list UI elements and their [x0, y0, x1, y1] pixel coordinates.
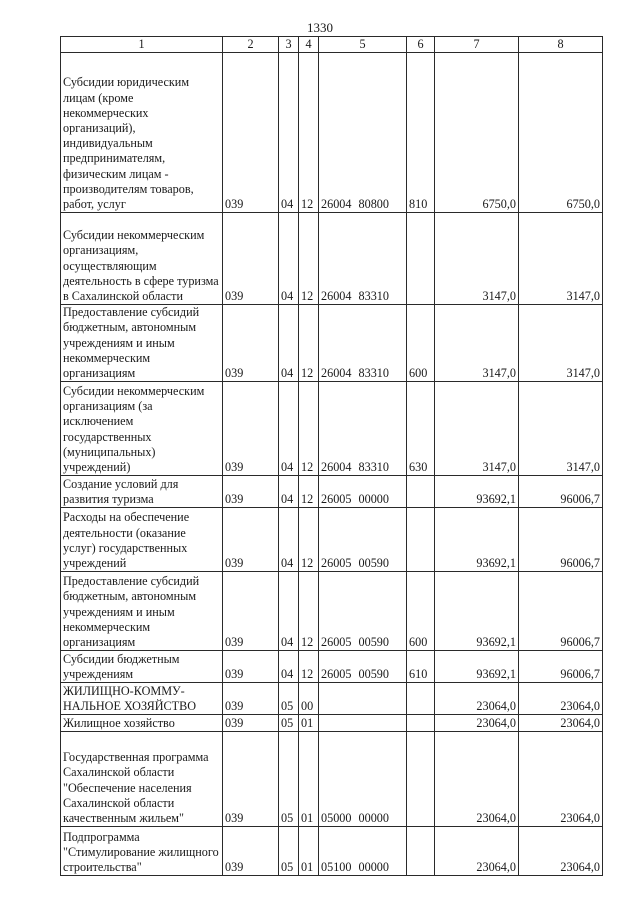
row-pr: 12 [299, 508, 319, 572]
row-ved: 039 [223, 827, 279, 876]
row-vr: 630 [407, 382, 435, 476]
row-pr: 01 [299, 827, 319, 876]
row-sum1: 3147,0 [435, 382, 519, 476]
row-rz: 04 [279, 213, 299, 305]
table-row [61, 572, 603, 651]
row-rz: 05 [279, 732, 299, 827]
row-vr [407, 683, 435, 715]
table-row [61, 53, 603, 213]
row-ved: 039 [223, 508, 279, 572]
row-pr: 12 [299, 572, 319, 651]
table-row [61, 715, 603, 732]
row-sum2: 96006,7 [519, 572, 603, 651]
row-pr: 12 [299, 476, 319, 508]
row-name: Субсидии юридическим лицам (кроме некоммерческих организаций), индивидуальным предпринимателям, физическим лицам - производителям товаров, работ, услуг [61, 53, 223, 213]
row-sum1: 23064,0 [435, 732, 519, 827]
header-row [61, 37, 603, 53]
row-name: Субсидии бюджетным учреждениям [61, 651, 223, 683]
row-sum1: 23064,0 [435, 827, 519, 876]
row-rz: 05 [279, 715, 299, 732]
row-vr [407, 508, 435, 572]
row-sum2: 23064,0 [519, 683, 603, 715]
row-vr: 600 [407, 572, 435, 651]
row-sum2: 96006,7 [519, 651, 603, 683]
budget-table [60, 36, 603, 876]
row-vr [407, 715, 435, 732]
row-sum1: 3147,0 [435, 305, 519, 382]
row-vr: 810 [407, 53, 435, 213]
row-pr: 12 [299, 305, 319, 382]
table-row [61, 683, 603, 715]
table-row [61, 213, 603, 305]
table-row [61, 651, 603, 683]
row-csr [319, 683, 407, 715]
row-sum1: 93692,1 [435, 476, 519, 508]
row-sum2: 23064,0 [519, 732, 603, 827]
row-name: Расходы на обеспечение деятельности (оказание услуг) государственных учреждений [61, 508, 223, 572]
row-csr: 26004 83310 [319, 305, 407, 382]
row-pr: 00 [299, 683, 319, 715]
row-ved: 039 [223, 683, 279, 715]
row-pr: 12 [299, 651, 319, 683]
header-cell-2: 2 [223, 37, 279, 53]
row-ved: 039 [223, 651, 279, 683]
row-sum2: 3147,0 [519, 305, 603, 382]
row-sum1: 93692,1 [435, 508, 519, 572]
row-rz: 04 [279, 572, 299, 651]
table-row [61, 382, 603, 476]
row-name: Предоставление субсидий бюджетным, автономным учреждениям и иным некоммерческим организациям [61, 572, 223, 651]
table-row [61, 476, 603, 508]
row-csr [319, 715, 407, 732]
header-cell-6: 6 [407, 37, 435, 53]
row-sum1: 93692,1 [435, 572, 519, 651]
row-rz: 04 [279, 651, 299, 683]
row-sum2: 96006,7 [519, 508, 603, 572]
row-sum2: 3147,0 [519, 382, 603, 476]
header-cell-7: 7 [435, 37, 519, 53]
row-csr: 26005 00590 [319, 508, 407, 572]
row-ved: 039 [223, 305, 279, 382]
table-row [61, 827, 603, 876]
row-sum2: 96006,7 [519, 476, 603, 508]
row-vr [407, 213, 435, 305]
row-rz: 04 [279, 508, 299, 572]
row-name: Создание условий для развития туризма [61, 476, 223, 508]
row-sum2: 3147,0 [519, 213, 603, 305]
row-sum1: 23064,0 [435, 683, 519, 715]
header-cell-1: 1 [61, 37, 223, 53]
row-sum1: 93692,1 [435, 651, 519, 683]
row-ved: 039 [223, 53, 279, 213]
header-cell-8: 8 [519, 37, 603, 53]
row-sum2: 6750,0 [519, 53, 603, 213]
row-csr: 05000 00000 [319, 732, 407, 827]
row-rz: 05 [279, 827, 299, 876]
row-csr: 26005 00000 [319, 476, 407, 508]
row-name: Подпрограмма "Стимулирование жилищного строительства" [61, 827, 223, 876]
row-pr: 01 [299, 715, 319, 732]
row-ved: 039 [223, 382, 279, 476]
row-name: Субсидии некоммерческим организациям (за исключением государственных (муниципальных) учреждений) [61, 382, 223, 476]
row-csr: 05100 00000 [319, 827, 407, 876]
row-pr: 12 [299, 53, 319, 213]
row-ved: 039 [223, 732, 279, 827]
header-cell-3: 3 [279, 37, 299, 53]
row-sum2: 23064,0 [519, 715, 603, 732]
row-vr: 610 [407, 651, 435, 683]
row-pr: 12 [299, 382, 319, 476]
row-csr: 26004 83310 [319, 213, 407, 305]
row-name: Субсидии некоммерческим организациям, осуществляющим деятельность в сфере туризма в Сахалинской области [61, 213, 223, 305]
row-rz: 04 [279, 382, 299, 476]
page-number: 1330 [307, 20, 333, 35]
row-rz: 04 [279, 53, 299, 213]
row-sum2: 23064,0 [519, 827, 603, 876]
header-cell-5: 5 [319, 37, 407, 53]
table-row [61, 732, 603, 827]
row-csr: 26005 00590 [319, 651, 407, 683]
row-ved: 039 [223, 213, 279, 305]
row-vr [407, 827, 435, 876]
row-name: ЖИЛИЩНО-КОММУ-НАЛЬНОЕ ХОЗЯЙСТВО [61, 683, 223, 715]
row-rz: 05 [279, 683, 299, 715]
row-ved: 039 [223, 715, 279, 732]
row-pr: 12 [299, 213, 319, 305]
row-sum1: 23064,0 [435, 715, 519, 732]
row-vr [407, 732, 435, 827]
row-sum1: 6750,0 [435, 53, 519, 213]
row-sum1: 3147,0 [435, 213, 519, 305]
row-name: Жилищное хозяйство [61, 715, 223, 732]
row-pr: 01 [299, 732, 319, 827]
row-rz: 04 [279, 305, 299, 382]
row-csr: 26004 80800 [319, 53, 407, 213]
row-csr: 26004 83310 [319, 382, 407, 476]
row-name: Предоставление субсидий бюджетным, автономным учреждениям и иным некоммерческим организациям [61, 305, 223, 382]
row-vr: 600 [407, 305, 435, 382]
row-ved: 039 [223, 476, 279, 508]
row-rz: 04 [279, 476, 299, 508]
header-cell-4: 4 [299, 37, 319, 53]
table-row [61, 305, 603, 382]
row-csr: 26005 00590 [319, 572, 407, 651]
row-name: Государственная программа Сахалинской области "Обеспечение населения Сахалинской области качественным жильем" [61, 732, 223, 827]
row-ved: 039 [223, 572, 279, 651]
table-row [61, 508, 603, 572]
row-vr [407, 476, 435, 508]
